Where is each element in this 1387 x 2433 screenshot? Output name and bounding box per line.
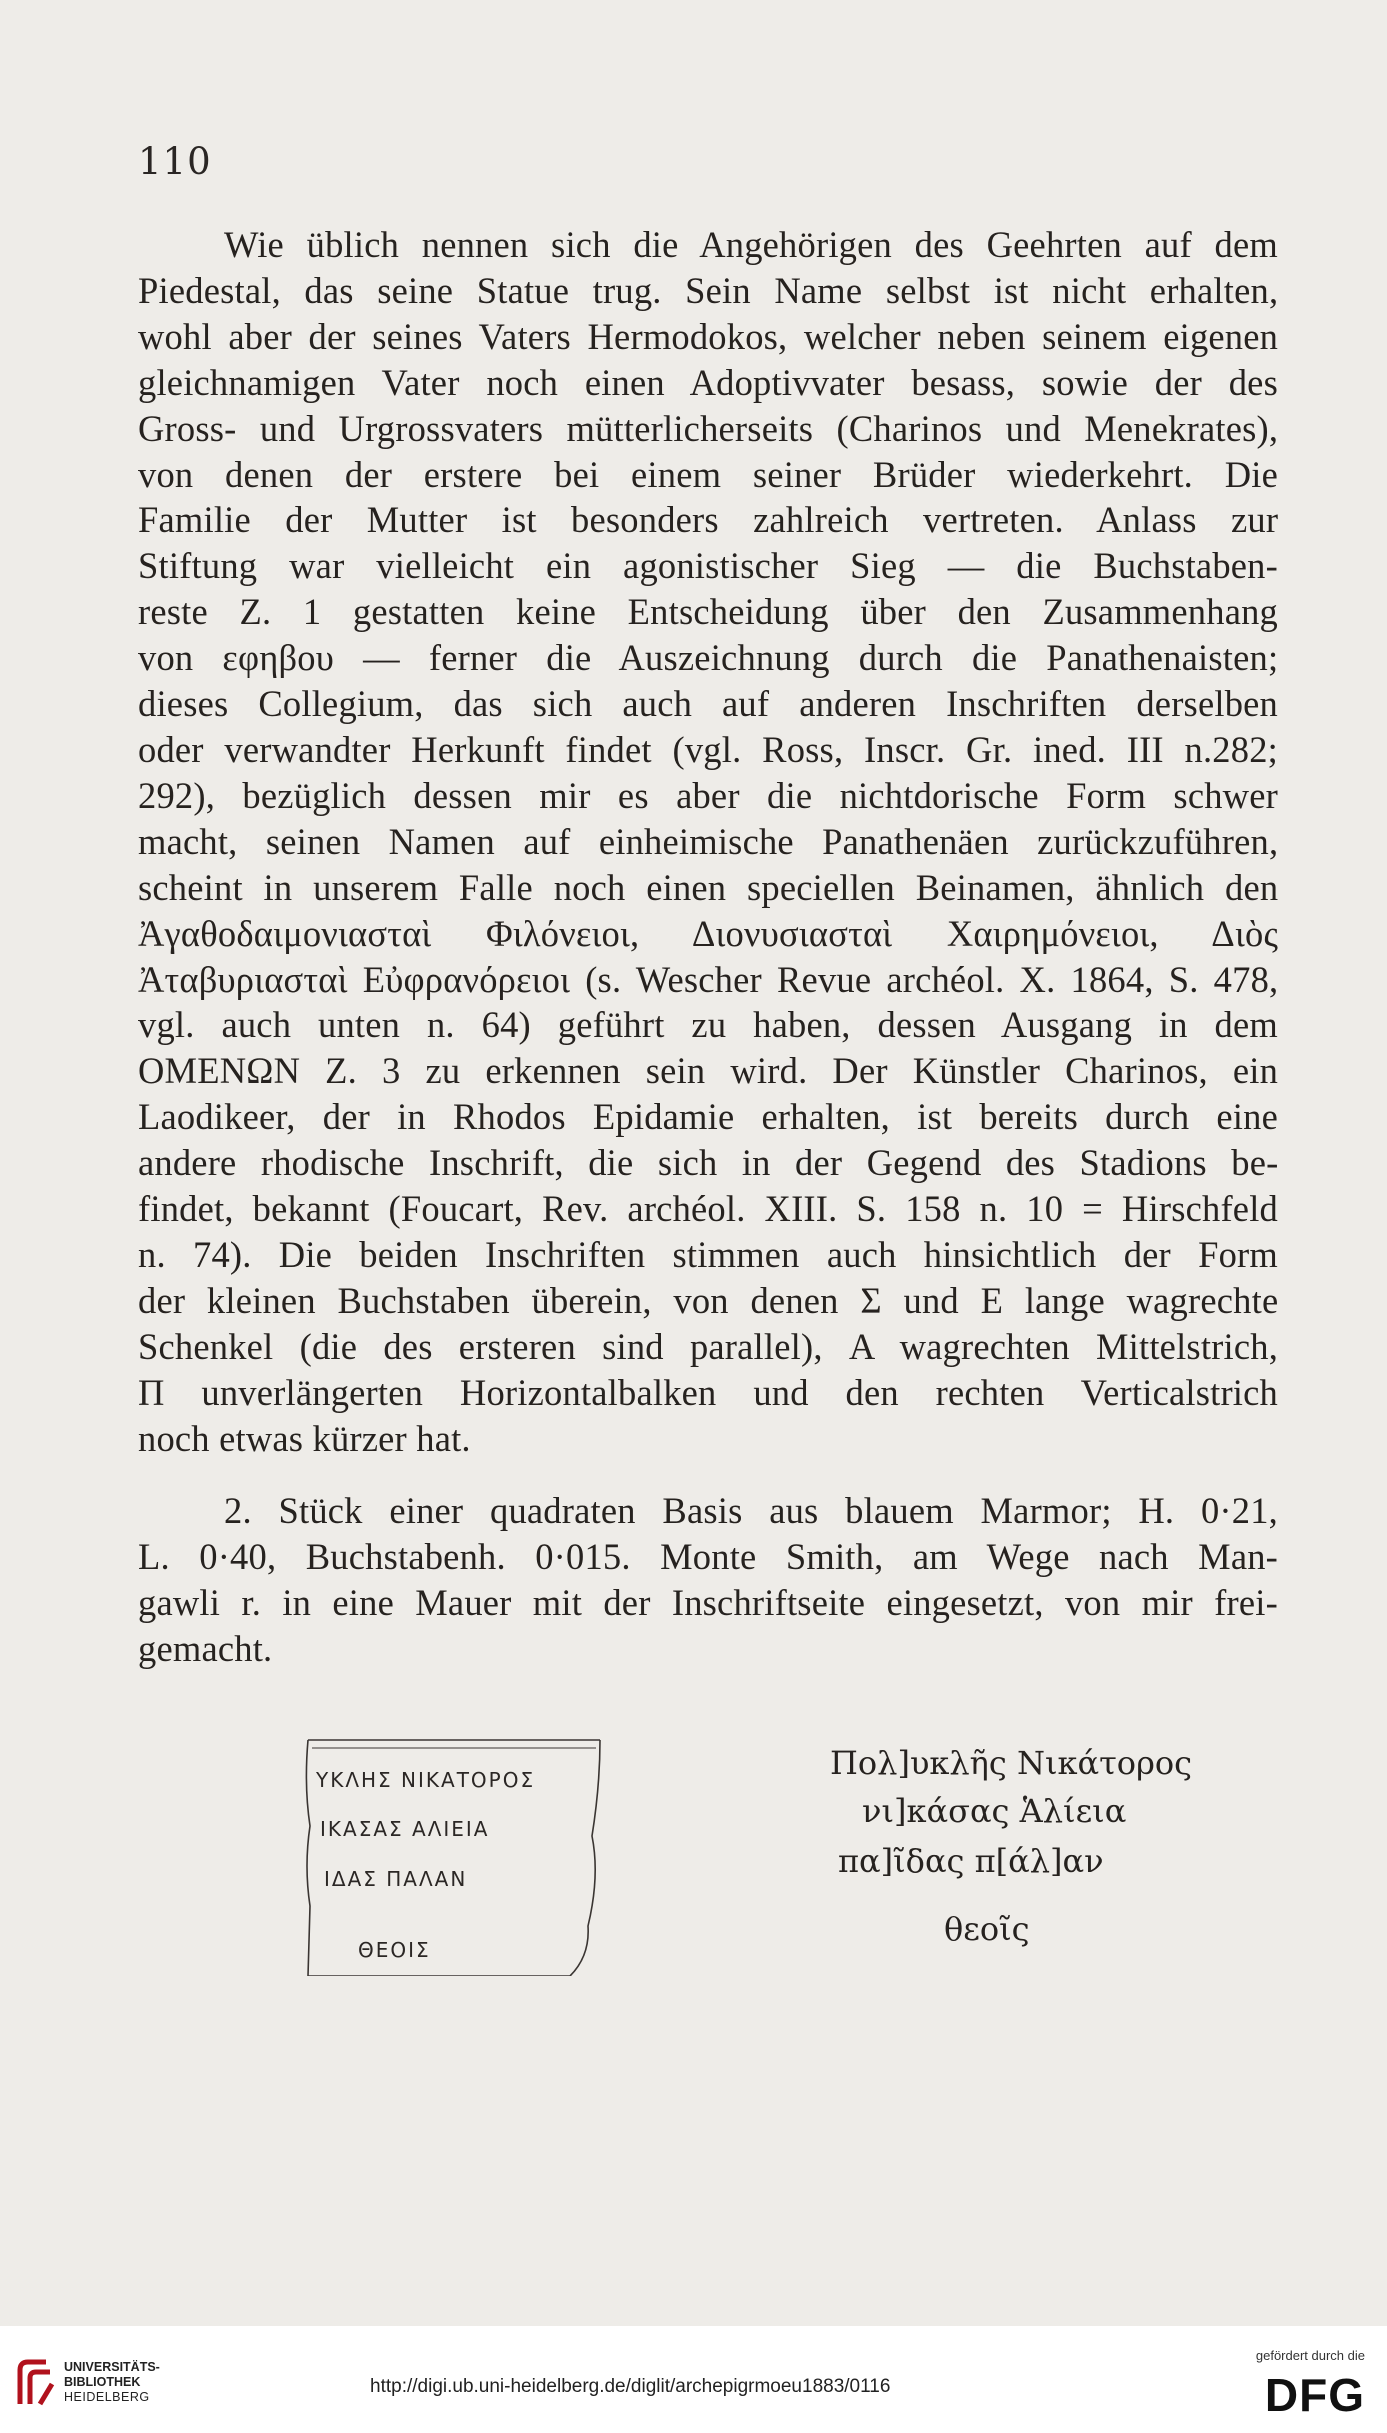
text-line: gleichnamigen Vater noch einen Adoptivvater besass, sowie der des <box>138 361 1278 403</box>
text-line: gemacht. <box>138 1627 273 1669</box>
text-line: scheint in unserem Falle noch einen speciellen Beinamen, ähnlich den <box>138 866 1279 908</box>
text-line: Ἀταβυριασταὶ Εὐφρανόρειοι (s. Wescher Revue archéol. X. 1864, S. 478, <box>138 958 1279 1000</box>
inscription-line: ΥΚΛΗΣ ΝΙΚΑΤΟΡΟΣ <box>316 1768 536 1792</box>
transcription-line: Πολ]υκλῆς Νικάτορος <box>830 1744 1193 1782</box>
text-line: gawli r. in eine Mauer mit der Inschriftseite eingesetzt, von mir frei- <box>138 1581 1278 1623</box>
text-line: von εφηβου — ferner die Auszeichnung durch die Panathenaisten; <box>138 637 1279 679</box>
text-line: dieses Collegium, das sich auch auf anderen Inschriften derselben <box>138 683 1278 725</box>
paragraph-2 <box>138 1488 1278 1672</box>
inscription-drawing <box>300 1726 612 1976</box>
library-name-line: UNIVERSITÄTS- <box>64 2360 160 2374</box>
text-line: noch etwas kürzer hat. <box>138 1417 471 1459</box>
text-line: Ἀγαθοδαιμονιασταὶ Φιλόνειοι, Διονυσιασταὶ Χαιρημόνειοι, Διὸς <box>138 912 1279 954</box>
text-line: Laodikeer, der in Rhodos Epidamie erhalten, ist bereits durch eine <box>138 1096 1278 1138</box>
page-number: 110 <box>138 140 212 183</box>
paragraph-1 <box>138 222 1278 1461</box>
text-line: von denen der erstere bei einem seiner Brüder wiederkehrt. Die <box>138 453 1278 495</box>
text-line: macht, seinen Namen auf einheimische Panathenäen zurückzuführen, <box>138 820 1279 862</box>
permalink-url[interactable]: http://digi.ub.uni-heidelberg.de/diglit/archepigrmoeu1883/0116 <box>370 2376 891 2397</box>
text-line: findet, bekannt (Foucart, Rev. archéol. XIII. S. 158 n. 10 = Hirschfeld <box>138 1188 1278 1230</box>
footer-bar <box>0 2326 1387 2433</box>
university-library-logo-icon <box>16 2358 56 2408</box>
text-line: Π unverlängerten Horizontalbalken und den rechten Verticalstrich <box>138 1371 1278 1413</box>
inscription-outline <box>300 1726 612 1976</box>
text-line: der kleinen Buchstaben überein, von denen Σ und Ε lange wagrechte <box>138 1279 1279 1321</box>
text-line: L. 0·40, Buchstabenh. 0·015. Monte Smith, am Wege nach Man- <box>138 1535 1279 1577</box>
text-line: andere rhodische Inschrift, die sich in der Gegend des Stadions be- <box>138 1142 1279 1184</box>
text-line: Gross- und Urgrossvaters mütterlicherseits (Charinos und Menekrates), <box>138 407 1279 449</box>
text-line: Stiftung war vielleicht ein agonistischer Sieg — die Buchstaben- <box>138 545 1278 587</box>
transcription-line: πα]ῖδας π[άλ]αν <box>838 1842 1104 1880</box>
text-line: wohl aber der seines Vaters Hermodokos, welcher neben seinem eigenen <box>138 315 1279 357</box>
text-line: oder verwandter Herkunft findet (vgl. Ross, Inscr. Gr. ined. III n.282; <box>138 728 1278 770</box>
inscription-line: ΙΚΑΣΑΣ ΑΛΙΕΙΑ <box>320 1817 490 1841</box>
library-name-line: HEIDELBERG <box>64 2390 150 2404</box>
text-line: 292), bezüglich dessen mir es aber die nichtdorische Form schwer <box>138 774 1278 816</box>
text-line: 2. Stück einer quadraten Basis aus blauem Marmor; H. 0·21, <box>224 1490 1278 1531</box>
text-line: Wie üblich nennen sich die Angehörigen des Geehrten auf dem <box>224 224 1278 265</box>
library-name <box>64 2360 160 2405</box>
text-line: reste Z. 1 gestatten keine Entscheidung über den Zusammenhang <box>138 591 1278 633</box>
inscription-line: ΘΕΟΙΣ <box>358 1938 431 1962</box>
text-line: vgl. auch unten n. 64) geführt zu haben, dessen Ausgang in dem <box>138 1004 1278 1046</box>
text-line: ΟΜΕΝΩΝ Z. 3 zu erkennen sein wird. Der Künstler Charinos, ein <box>138 1050 1279 1092</box>
funded-by-label: gefördert durch die <box>1255 2348 1365 2363</box>
transcription-line: νι]κάσας Ἁλίεια <box>862 1792 1127 1830</box>
text-line: n. 74). Die beiden Inschriften stimmen auch hinsichtlich der Form <box>138 1233 1279 1275</box>
transcription-line: θεοῖς <box>944 1910 1030 1948</box>
library-name-line: BIBLIOTHEK <box>64 2375 141 2389</box>
text-line: Familie der Mutter ist besonders zahlreich vertreten. Anlass zur <box>138 499 1279 541</box>
inscription-line: ΙΔΑΣ ΠΑΛΑΝ <box>324 1867 468 1891</box>
text-line: Schenkel (die des ersteren sind parallel), Α wagrechten Mittelstrich, <box>138 1325 1279 1367</box>
text-line: Piedestal, das seine Statue trug. Sein Name selbst ist nicht erhalten, <box>138 269 1279 311</box>
dfg-logo: DFG <box>1264 2369 1365 2421</box>
